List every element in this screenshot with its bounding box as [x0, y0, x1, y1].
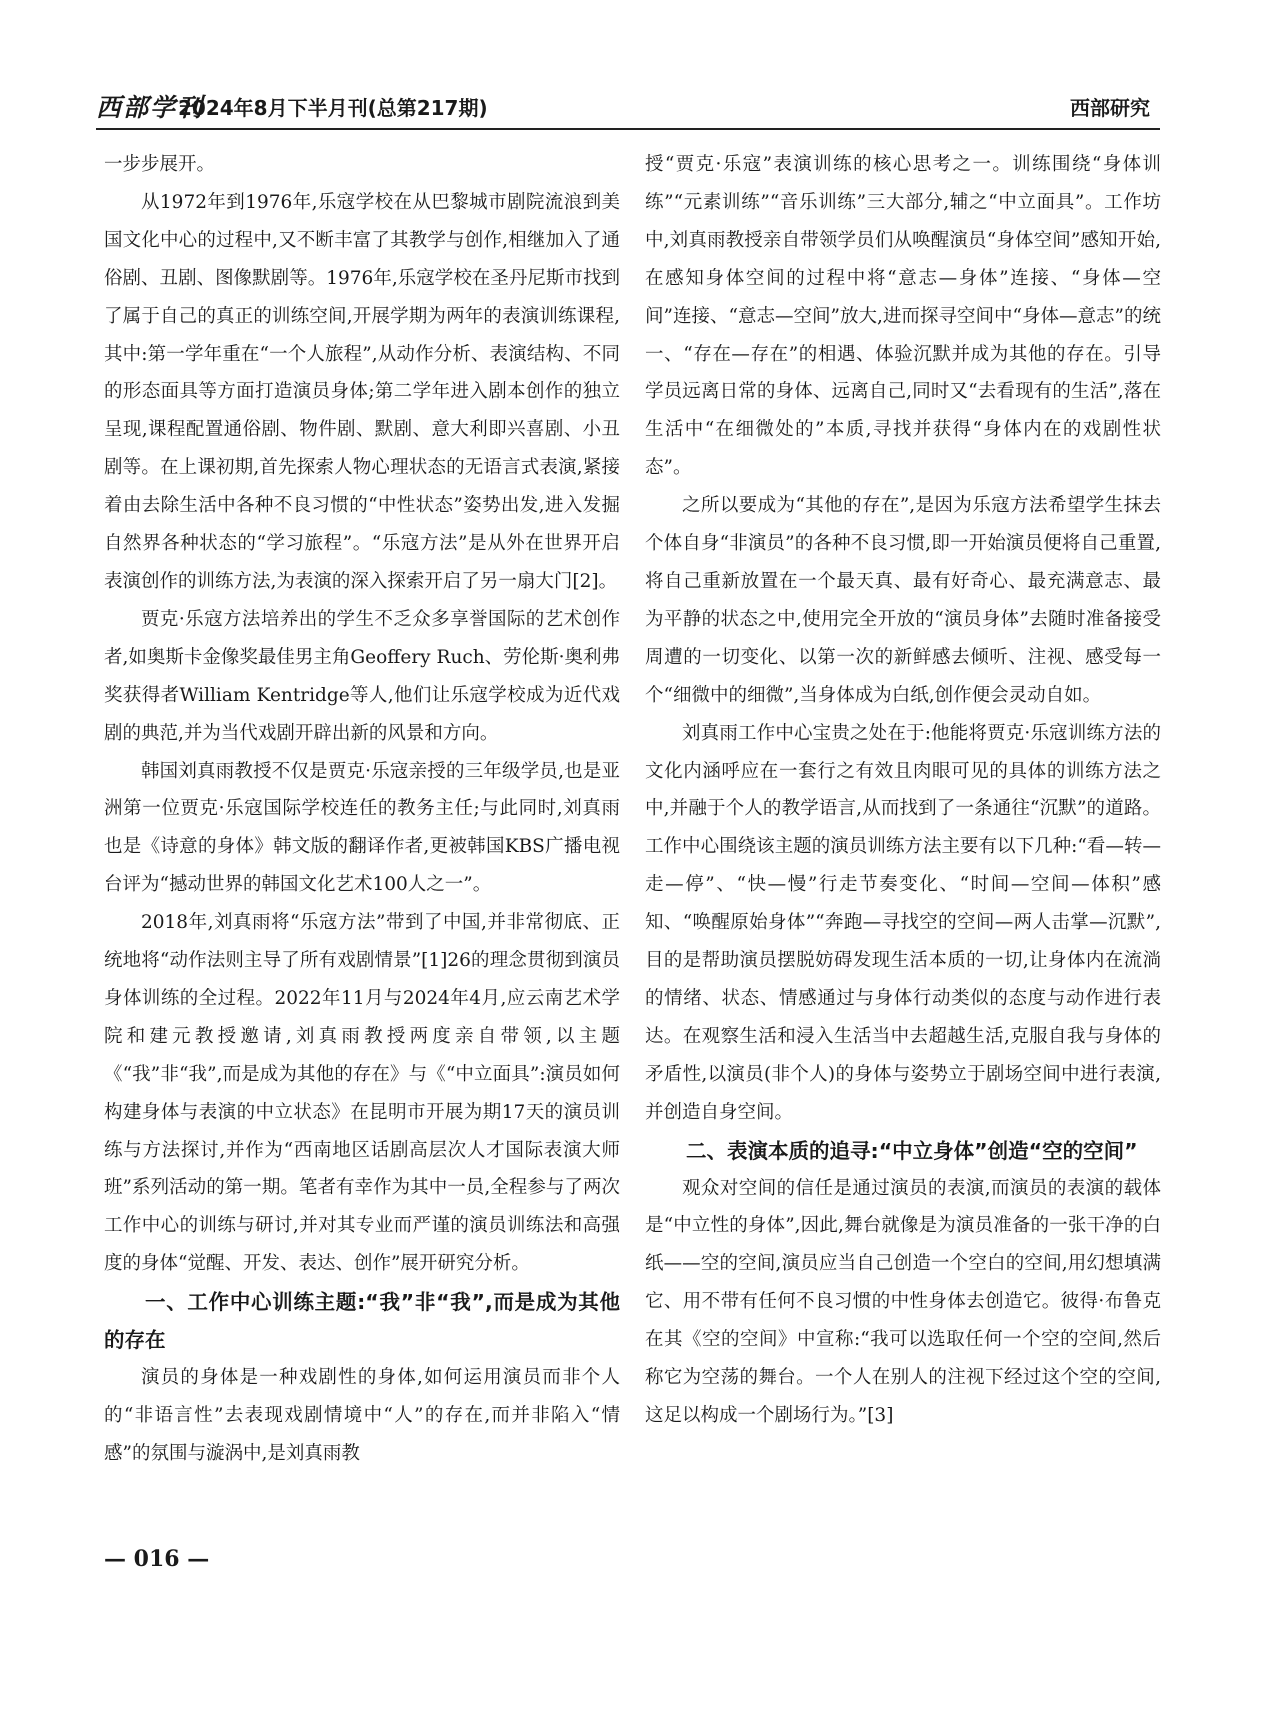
left-column	[104, 146, 620, 1473]
paragraph: 之所以要成为“其他的存在”,是因为乐寇方法希望学生抹去个体自身“非演员”的各种不良习惯,即一开始演员便将自己重置,将自己重新放置在一个最天真、最有好奇心、最充满意志、最为平静的状态之中,使用完全开放的“演员身体”去随时准备接受周遭的一切变化、以第一次的新鲜感去倾听、注视、感受每一个“细微中的细微”,当身体成为白纸,创作便会灵动自如。	[645, 495, 1161, 706]
paragraph: 刘真雨工作中心宝贵之处在于:他能将贾克·乐寇训练方法的文化内涵呼应在一套行之有效且肉眼可见的具体的训练方法之中,并融于个人的教学语言,从而找到了一条通往“沉默”的道路。工作中心围绕该主题的演员训练方法主要有以下几种:“看—转—走—停”、“快—慢”行走节奏变化、“时间—空间—体积”感知、“唤醒原始身体”“奔跑—寻找空的空间—两人击掌—沉默”,目的是帮助演员摆脱妨碍发现生活本质的一切,让身体内在流淌的情绪、状态、情感通过与身体行动类似的态度与动作进行表达。在观察生活和浸入生活当中去超越生活,克服自我与身体的矛盾性,以演员(非个人)的身体与姿势立于剧场空间中进行表演,并创造自身空间。	[645, 722, 1161, 1123]
journal-issue: 2024年8月下半月刊(总第217期)	[178, 96, 488, 120]
section-heading: 二、表演本质的追寻:“中立身体”创造“空的空间”	[686, 1138, 1138, 1163]
paragraph: 从1972年到1976年,乐寇学校在从巴黎城市剧院流浪到美国文化中心的过程中,又不断丰富了其教学与创作,相继加入了通俗剧、丑剧、图像默剧等。1976年,乐寇学校在圣丹尼斯市找到了属于自己的真正的训练空间,开展学期为两年的表演训练课程,其中:第一学年重在“一个人旅程”,从动作分析、表演结构、不同的形态面具等方面打造演员身体;第二学年进入剧本创作的独立呈现,课程配置通俗剧、物件剧、默剧、意大利即兴喜剧、小丑剧等。在上课初期,首先探索人物心理状态的无语言式表演,紧接着由去除生活中各种不良习惯的“中性状态”姿势出发,进入发掘自然界各种状态的“学习旅程”。“乐寇方法”是从外在世界开启表演创作的训练方法,为表演的深入探索开启了另一扇大门[2]。	[104, 191, 620, 592]
paragraph: 贾克·乐寇方法培养出的学生不乏众多享誉国际的艺术创作者,如奥斯卡金像奖最佳男主角Geoffery Ruch、劳伦斯·奥利弗奖获得者William Kentridge等人,他们让乐寇学校成为近代戏剧的典范,并为当代戏剧开辟出新的风景和方向。	[104, 608, 621, 744]
right-column	[645, 146, 1161, 1435]
paragraph: 2018年,刘真雨将“乐寇方法”带到了中国,并非常彻底、正统地将“动作法则主导了所有戏剧情景”[1]26的理念贯彻到演员身体训练的全过程。2022年11月与2024年4月,应云南艺术学院和建元教授邀请,刘真雨教授两度亲自带领,以主题《“我”非“我”,而是成为其他的存在》与《“中立面具”:演员如何构建身体与表演的中立状态》在昆明市开展为期17天的演员训练与方法探讨,并作为“西南地区话剧高层次人才国际表演大师班”系列活动的第一期。笔者有幸作为其中一员,全程参与了两次工作中心的训练与研讨,并对其专业而严谨的演员训练法和高强度的身体“觉醒、开发、表达、创作”展开研究分析。	[104, 912, 620, 1275]
paragraph: 观众对空间的信任是通过演员的表演,而演员的表演的载体是“中立性的身体”,因此,舞台就像是为演员准备的一张干净的白纸——空的空间,演员应当自己创造一个空白的空间,用幻想填满它、用不带有任何不良习惯的中性身体去创造它。彼得·布鲁克在其《空的空间》中宣称:“我可以选取任何一个空的空间,然后称它为空荡的舞台。一个人在别人的注视下经过这个空的空间,这足以构成一个剧场行为。”[3]	[645, 1177, 1161, 1426]
paragraph: 一步步展开。	[104, 154, 216, 175]
section-name: 西部研究	[1070, 96, 1150, 120]
page-header	[96, 82, 1160, 130]
journal-logo: 西部学刊	[96, 93, 205, 122]
paragraph: 韩国刘真雨教授不仅是贾克·乐寇亲授的三年级学员,也是亚洲第一位贾克·乐寇国际学校连任的教务主任;与此同时,刘真雨也是《诗意的身体》韩文版的翻译作者,更被韩国KBS广播电视台评为“撼动世界的韩国文化艺术100人之一”。	[104, 760, 620, 896]
paragraph: 授“贾克·乐寇”表演训练的核心思考之一。训练围绕“身体训练”“元素训练”“音乐训练”三大部分,辅之“中立面具”。工作坊中,刘真雨教授亲自带领学员们从唤醒演员“身体空间”感知开始,在感知身体空间的过程中将“意志—身体”连接、“身体—空间”连接、“意志—空间”放大,进而探寻空间中“身体—意志”的统一、“存在—存在”的相遇、体验沉默并成为其他的存在。引导学员远离日常的身体、远离自己,同时又“去看现有的生活”,落在生活中“在细微处的”本质,寻找并获得“身体内在的戏剧性状态”。	[645, 154, 1161, 479]
page-number: — 016 —	[104, 1546, 210, 1572]
section-heading: 一、工作中心训练主题:“我”非“我”,而是成为其他的存在	[104, 1290, 620, 1353]
paragraph: 演员的身体是一种戏剧性的身体,如何运用演员而非个人的“非语言性”去表现戏剧情境中“人”的存在,而并非陷入“情感”的氛围与漩涡中,是刘真雨教	[104, 1367, 620, 1464]
